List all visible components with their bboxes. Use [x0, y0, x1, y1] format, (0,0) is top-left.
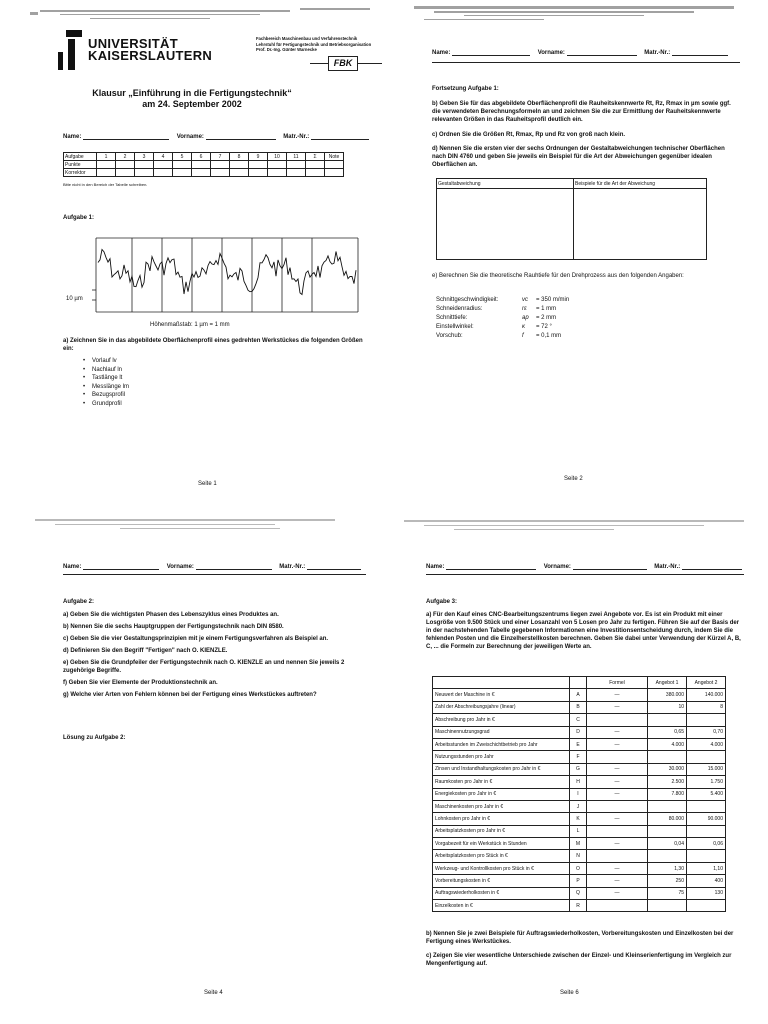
- cost-item-code: N: [570, 850, 587, 862]
- exam-page-2: [384, 0, 768, 512]
- cost-table-row: [433, 825, 726, 837]
- grade-row-label: Punkte: [64, 161, 97, 169]
- grade-cell: [154, 161, 173, 169]
- university-line-2: KAISERSLAUTERN: [88, 48, 213, 63]
- cost-item-formula[interactable]: [587, 800, 648, 812]
- cost-table-header: Angebot 2: [687, 677, 726, 689]
- cost-item-formula: —: [587, 701, 648, 713]
- parameter-row: [436, 332, 569, 341]
- name-label: Name:: [63, 564, 82, 570]
- parameter-label: Einstellwinkel:: [436, 324, 474, 330]
- grade-cell: [154, 169, 173, 177]
- parameter-symbol: rε: [522, 306, 527, 312]
- grade-cell: [249, 169, 268, 177]
- cost-table-header: Angebot 1: [648, 677, 687, 689]
- vorname-field[interactable]: [206, 132, 276, 140]
- cost-offer-1: 1,30: [648, 862, 687, 874]
- cost-item-formula[interactable]: [587, 751, 648, 763]
- department-info: [256, 36, 381, 53]
- matr-label: Matr.-Nr.:: [654, 564, 681, 570]
- bullet-item: • Bezugsprofil: [83, 391, 129, 400]
- cost-table-row: [433, 900, 726, 912]
- cost-offer-2: 0,70: [687, 726, 726, 738]
- grade-cell: [173, 169, 192, 177]
- parameter-label: Vorschub:: [436, 333, 463, 339]
- cost-offer-2: 400: [687, 875, 726, 887]
- cost-item-formula: —: [587, 763, 648, 775]
- student-info-row: [63, 132, 369, 140]
- bullet-item: • Vorlauf lv: [83, 357, 129, 366]
- cost-item-label: Einzelkosten in €: [433, 900, 570, 912]
- bullet-list: [83, 357, 129, 408]
- cost-offer-1: 7.800: [648, 788, 687, 800]
- profile-scale-label: 10 µm: [66, 296, 83, 302]
- cost-table-row: [433, 838, 726, 850]
- grade-cell: [230, 161, 249, 169]
- grade-cell: [268, 161, 287, 169]
- cost-item-code: J: [570, 800, 587, 812]
- vorname-label: Vorname:: [543, 564, 571, 570]
- cost-table-row: [433, 763, 726, 775]
- cost-item-code: Q: [570, 887, 587, 899]
- profile-caption: Höhenmaßstab: 1 µm = 1 mm: [150, 322, 230, 328]
- parameter-symbol: κ: [522, 324, 525, 330]
- exam-page-1: [0, 0, 384, 512]
- matr-field[interactable]: [307, 562, 361, 570]
- exam-title-line-2: am 24. September 2002: [142, 99, 242, 109]
- grade-column-header: Note: [325, 153, 344, 161]
- cost-offer-2: 1,10: [687, 862, 726, 874]
- grade-cell: [287, 161, 306, 169]
- matr-label: Matr.-Nr.:: [279, 564, 306, 570]
- grade-row-label: Aufgabe: [64, 153, 97, 161]
- cost-table-header: [433, 677, 570, 689]
- page-number: Seite 2: [564, 476, 583, 482]
- university-logo: [58, 30, 84, 70]
- cost-item-code: A: [570, 689, 587, 701]
- grade-cell: [306, 161, 325, 169]
- university-name: [88, 38, 212, 62]
- cost-item-label: Lohnkosten pro Jahr in €: [433, 813, 570, 825]
- cost-item-formula: —: [587, 776, 648, 788]
- cost-item-code: P: [570, 875, 587, 887]
- parameter-value: = 72 °: [536, 324, 552, 330]
- cost-table-row: [433, 887, 726, 899]
- cost-table-header: Formel: [587, 677, 648, 689]
- cost-item-formula: —: [587, 813, 648, 825]
- cost-offer-2[interactable]: [687, 900, 726, 912]
- grade-cell: [116, 169, 135, 177]
- cost-table-row: [433, 701, 726, 713]
- grade-cell: [97, 161, 116, 169]
- task-3b: b) Nennen Sie je zwei Beispiele für Auftragswiederholkosten, Vorbereitungskosten und Einzelkosten bei der Fertigung eines Werkstückes.: [426, 931, 734, 945]
- aufgabe-2-task-list: [63, 611, 363, 703]
- name-field[interactable]: [452, 48, 530, 56]
- cost-offer-2: 4.000: [687, 738, 726, 750]
- cost-item-label: Zinsen und Instandhaltungskosten pro Jahr in €: [433, 763, 570, 775]
- grade-cell: [325, 169, 344, 177]
- cost-item-formula: —: [587, 875, 648, 887]
- cost-table-row: [433, 689, 726, 701]
- cost-table-row: [433, 788, 726, 800]
- grade-column-header: 10: [268, 153, 287, 161]
- parameter-value: = 0,1 mm: [536, 333, 562, 339]
- gestaltabweichung-table: [436, 178, 707, 260]
- table-note: Bitte nicht in den Bereich der Tabelle schreiben.: [63, 182, 148, 187]
- matr-label: Matr.-Nr.:: [644, 50, 671, 56]
- aufgabe-2-task: e) Geben Sie die Grundpfeiler der Fertigungstechnik nach O. KIENZLE an und nennen Sie jeweils 2 zugehörige Begriffe.: [63, 660, 345, 674]
- parameter-label: Schnittgeschwindigkeit:: [436, 297, 499, 303]
- grade-cell: [173, 161, 192, 169]
- cost-offer-2: 0,06: [687, 838, 726, 850]
- cost-offer-2: 5.400: [687, 788, 726, 800]
- cost-item-formula: —: [587, 689, 648, 701]
- cost-table-header: [570, 677, 587, 689]
- parameter-list: [436, 296, 569, 341]
- aufgabe-2-task: c) Geben Sie die vier Gestaltungsprinzipien mit je einem Fertigungsverfahren als Beispiel an.: [63, 636, 329, 642]
- cost-item-formula: —: [587, 738, 648, 750]
- cost-item-formula[interactable]: [587, 900, 648, 912]
- cost-item-formula: —: [587, 726, 648, 738]
- table-header-beispiele: Beispiele für die Art der Abweichung: [574, 179, 707, 189]
- grade-column-header: 11: [287, 153, 306, 161]
- parameter-row: [436, 323, 569, 332]
- cost-item-label: Vorgabezeit für ein Werkstück in Stunden: [433, 838, 570, 850]
- grade-cell: [249, 161, 268, 169]
- grade-cell: [116, 161, 135, 169]
- grade-column-header: 1: [97, 153, 116, 161]
- exam-page-4: [0, 512, 384, 1024]
- student-info-row: [426, 562, 742, 570]
- cost-item-code: O: [570, 862, 587, 874]
- cost-item-code: E: [570, 738, 587, 750]
- grade-cell: [325, 161, 344, 169]
- exam-page-6: [384, 512, 768, 1024]
- exam-title-line-1: Klausur „Einführung in die Fertigungstechnik“: [92, 88, 292, 98]
- cost-item-label: Zahl der Abschreibungsjahre (linear): [433, 701, 570, 713]
- cost-offer-1: 0,04: [648, 838, 687, 850]
- cost-item-label: Energiekosten pro Jahr in €: [433, 788, 570, 800]
- cost-offer-2[interactable]: [687, 850, 726, 862]
- cost-item-label: Werkzeug- und Kontrollkosten pro Stück in €: [433, 862, 570, 874]
- cost-offer-1: 4.000: [648, 738, 687, 750]
- aufgabe-1-heading: Aufgabe 1:: [63, 215, 95, 221]
- cost-offer-1: 380.000: [648, 689, 687, 701]
- header-divider: [63, 574, 366, 575]
- cost-item-code: R: [570, 900, 587, 912]
- cost-table-row: [433, 862, 726, 874]
- page-number: Seite 4: [204, 990, 223, 996]
- grade-cell: [306, 169, 325, 177]
- cost-offer-2[interactable]: [687, 714, 726, 726]
- grade-table: [63, 152, 344, 177]
- vorname-field[interactable]: [573, 562, 647, 570]
- dept-line-3: Prof. Dr.-Ing. Günter Warnecke: [256, 47, 317, 52]
- bullet-item: • Grundprofil: [83, 400, 129, 409]
- cost-item-code: H: [570, 776, 587, 788]
- grade-column-header: 4: [154, 153, 173, 161]
- fbk-logo: [310, 56, 382, 72]
- cost-table-row: [433, 800, 726, 812]
- cost-offer-2: 1.750: [687, 776, 726, 788]
- grade-cell: [230, 169, 249, 177]
- cost-item-code: M: [570, 838, 587, 850]
- vorname-field[interactable]: [196, 562, 272, 570]
- cost-offer-2[interactable]: [687, 800, 726, 812]
- name-label: Name:: [426, 564, 445, 570]
- header-divider: [426, 574, 744, 575]
- cost-offer-1: 2.500: [648, 776, 687, 788]
- parameter-row: [436, 296, 569, 305]
- cost-table: [432, 676, 726, 912]
- cost-item-label: Raumkosten pro Jahr in €: [433, 776, 570, 788]
- bullet-item: • Messlänge lm: [83, 383, 129, 392]
- cost-item-label: Auftragswiederholkosten in €: [433, 887, 570, 899]
- aufgabe-2-task: f) Geben Sie vier Elemente der Produktionstechnik an.: [63, 680, 218, 686]
- cost-offer-1: 0,65: [648, 726, 687, 738]
- cost-item-code: K: [570, 813, 587, 825]
- scan-noise-top: [384, 0, 768, 40]
- task-1c: c) Ordnen Sie die Größen Rt, Rmax, Rp und Rz von groß nach klein.: [432, 132, 626, 138]
- cost-offer-1: 30.000: [648, 763, 687, 775]
- fbk-logo-text: FBK: [328, 56, 358, 71]
- cost-offer-2: 90.000: [687, 813, 726, 825]
- table-header-gestaltabweichung: Gestaltabweichung: [437, 179, 574, 189]
- cost-offer-1[interactable]: [648, 751, 687, 763]
- cost-item-code: D: [570, 726, 587, 738]
- cost-item-label: Maschinenkosten pro Jahr in €: [433, 800, 570, 812]
- cost-offer-1[interactable]: [648, 825, 687, 837]
- grade-column-header: 6: [192, 153, 211, 161]
- cost-offer-1[interactable]: [648, 714, 687, 726]
- answer-cell[interactable]: [437, 189, 574, 260]
- cost-item-label: Arbeitsstunden im Zweischichtbetrieb pro Jahr: [433, 738, 570, 750]
- surface-profile-diagram: [62, 232, 372, 322]
- dept-line-1: Fachbereich Maschinenbau und Verfahrenstechnik: [256, 36, 358, 41]
- cost-item-code: F: [570, 751, 587, 763]
- parameter-value: = 350 m/min: [536, 297, 570, 303]
- cost-offer-1: 80.000: [648, 813, 687, 825]
- name-field[interactable]: [446, 562, 536, 570]
- cost-item-label: Nutzungsstunden pro Jahr: [433, 751, 570, 763]
- name-label: Name:: [432, 50, 451, 56]
- cost-offer-1: 75: [648, 887, 687, 899]
- cost-item-formula[interactable]: [587, 714, 648, 726]
- parameter-value: = 1 mm: [536, 306, 557, 312]
- bullet-item: • Tastlänge lt: [83, 374, 129, 383]
- grade-column-header: 3: [135, 153, 154, 161]
- grade-column-header: Σ: [306, 153, 325, 161]
- cost-item-label: Arbeitsplatzkosten pro Jahr in €: [433, 825, 570, 837]
- task-3c: c) Zeigen Sie vier wesentliche Unterschiede zwischen der Einzel- und Kleinserienfertigung im Vergleich zur Mengenfertigung auf.: [426, 953, 732, 967]
- cost-table-row: [433, 813, 726, 825]
- dept-line-2: Lehrstuhl für Fertigungstechnik und Betriebsorganisation: [256, 41, 372, 47]
- cost-offer-2: 140.000: [687, 689, 726, 701]
- cost-item-label: Arbeitsplatzkosten pro Stück in €: [433, 850, 570, 862]
- grade-cell: [211, 161, 230, 169]
- aufgabe-2-task: g) Welche vier Arten von Fehlern können bei der Fertigung eines Werkstückes auftreten?: [63, 692, 317, 698]
- university-line-1: UNIVERSITÄT: [88, 36, 178, 51]
- roughness-profile-line: [98, 250, 356, 295]
- student-info-row: [63, 562, 361, 570]
- grade-row-label: Korrektor: [64, 169, 97, 177]
- cost-table-row: [433, 726, 726, 738]
- cost-item-code: L: [570, 825, 587, 837]
- vorname-field[interactable]: [567, 48, 637, 56]
- cost-item-code: C: [570, 714, 587, 726]
- cost-item-code: B: [570, 701, 587, 713]
- grade-column-header: 2: [116, 153, 135, 161]
- grade-column-header: 7: [211, 153, 230, 161]
- task-1a: [63, 337, 363, 353]
- cost-offer-1: 10: [648, 701, 687, 713]
- task-1e: e) Berechnen Sie die theoretische Rauhtiefe für den Drehprozess aus den folgenden Angaben:: [432, 273, 684, 279]
- grade-cell: [135, 161, 154, 169]
- grade-cell: [97, 169, 116, 177]
- vorname-label: Vorname:: [166, 564, 194, 570]
- cost-offer-1[interactable]: [648, 850, 687, 862]
- cost-table-row: [433, 875, 726, 887]
- matr-field[interactable]: [682, 562, 742, 570]
- grade-cell: [192, 161, 211, 169]
- header-divider: [432, 62, 740, 63]
- page-number: Seite 6: [560, 990, 579, 996]
- cost-item-formula: —: [587, 887, 648, 899]
- cost-item-code: G: [570, 763, 587, 775]
- cost-item-formula: —: [587, 838, 648, 850]
- parameter-symbol: vc: [522, 297, 528, 303]
- scan-noise-top: [384, 512, 768, 552]
- exam-title: [0, 88, 384, 110]
- student-info-row: [432, 48, 728, 56]
- grade-cell: [268, 169, 287, 177]
- vorname-label: Vorname:: [537, 50, 565, 56]
- cost-item-label: Vorbereitungskosten in €: [433, 875, 570, 887]
- grade-cell: [135, 169, 154, 177]
- bullet-item: • Nachlauf ln: [83, 366, 129, 375]
- parameter-symbol: ap: [522, 315, 529, 321]
- matr-field[interactable]: [311, 132, 369, 140]
- cost-offer-2: 8: [687, 701, 726, 713]
- cost-table-row: [433, 751, 726, 763]
- parameter-row: [436, 305, 569, 314]
- cost-item-formula[interactable]: [587, 825, 648, 837]
- matr-label: Matr.-Nr.:: [283, 134, 310, 140]
- task-1b: b) Geben Sie für das abgebildete Oberflächenprofil die Rauheitskennwerte Rt, Rz, Rmax in µm sowie ggf. die verwendeten Berechnungsformeln an und zeichnen Sie die zur Ermittlung der Rauheitskennwerte relevanten Größen in das Rauheitsprofil deutlich ein.: [432, 101, 731, 123]
- name-field[interactable]: [83, 562, 159, 570]
- aufgabe-2-task: a) Geben Sie die wichtigsten Phasen des Lebenszyklus eines Produktes an.: [63, 612, 279, 618]
- cost-table-row: [433, 850, 726, 862]
- cost-table-row: [433, 776, 726, 788]
- grade-column-header: 5: [173, 153, 192, 161]
- task-1a-text: a) Zeichnen Sie in das abgebildete Oberflächenprofil eines gedrehten Werkstückes die folgenden Größen ein:: [63, 338, 363, 352]
- cost-item-formula: —: [587, 788, 648, 800]
- cost-offer-1: 250: [648, 875, 687, 887]
- cost-offer-2[interactable]: [687, 751, 726, 763]
- cost-offer-2: 130: [687, 887, 726, 899]
- aufgabe-2-task: b) Nennen Sie die sechs Hauptgruppen der Fertigungstechnik nach DIN 8580.: [63, 624, 284, 630]
- cost-offer-2: 15.000: [687, 763, 726, 775]
- parameter-value: = 2 mm: [536, 315, 557, 321]
- grade-column-header: 9: [249, 153, 268, 161]
- cost-item-label: Maschinennutzungsgrad: [433, 726, 570, 738]
- cost-item-formula: —: [587, 862, 648, 874]
- name-label: Name:: [63, 134, 82, 140]
- grade-cell: [211, 169, 230, 177]
- vorname-label: Vorname:: [176, 134, 204, 140]
- parameter-row: [436, 314, 569, 323]
- grade-cell: [192, 169, 211, 177]
- cost-item-label: Neuwert der Maschine in €: [433, 689, 570, 701]
- parameter-symbol: f: [522, 333, 524, 339]
- cost-table-row: [433, 738, 726, 750]
- name-field[interactable]: [83, 132, 169, 140]
- cost-table-row: [433, 714, 726, 726]
- task-3a: a) Für den Kauf eines CNC-Bearbeitungszentrums liegen zwei Angebote vor. Es ist ein Produkt mit einer Losgröße von 9.500 Stück und einer Losanzahl von 5 Losen pro Jahr zu fertigen. Führen Sie auf der Basis der in der nachstehenden Tabelle gegebenen Informationen eine Investitionsentscheidung durch, indem Sie die fehlenden Posten und die Einzelherstellkosten berechnen. Geben Sie dabei unter Verwendung der Kürzel A, B, C, ... die Formeln zur Berechnung der jeweiligen Werte an.: [426, 612, 741, 650]
- aufgabe-1-continuation-heading: Fortsetzung Aufgabe 1:: [432, 86, 499, 92]
- aufgabe-2-heading: Aufgabe 2:: [63, 599, 95, 605]
- cost-item-code: I: [570, 788, 587, 800]
- solution-label: Lösung zu Aufgabe 2:: [63, 735, 126, 741]
- scan-noise-top: [0, 512, 384, 552]
- cost-offer-1[interactable]: [648, 900, 687, 912]
- parameter-label: Schneidenradius:: [436, 306, 483, 312]
- aufgabe-2-task: d) Definieren Sie den Begriff "Fertigen" nach O. KIENZLE.: [63, 648, 228, 654]
- aufgabe-3-heading: Aufgabe 3:: [426, 599, 458, 605]
- cost-offer-1[interactable]: [648, 800, 687, 812]
- cost-offer-2[interactable]: [687, 825, 726, 837]
- matr-field[interactable]: [672, 48, 728, 56]
- parameter-label: Schnitttiefe:: [436, 315, 468, 321]
- grade-cell: [287, 169, 306, 177]
- grade-column-header: 8: [230, 153, 249, 161]
- task-1d: d) Nennen Sie die ersten vier der sechs Ordnungen der Gestaltabweichungen technischer Oberflächen nach DIN 4760 und geben Sie jeweils ein Beispiel für die Art der Abweichungen gegenüber idealen Oberflächen an.: [432, 146, 725, 168]
- cost-item-label: Abschreibung pro Jahr in €: [433, 714, 570, 726]
- page-number: Seite 1: [198, 481, 217, 487]
- answer-cell[interactable]: [574, 189, 707, 260]
- cost-item-formula[interactable]: [587, 850, 648, 862]
